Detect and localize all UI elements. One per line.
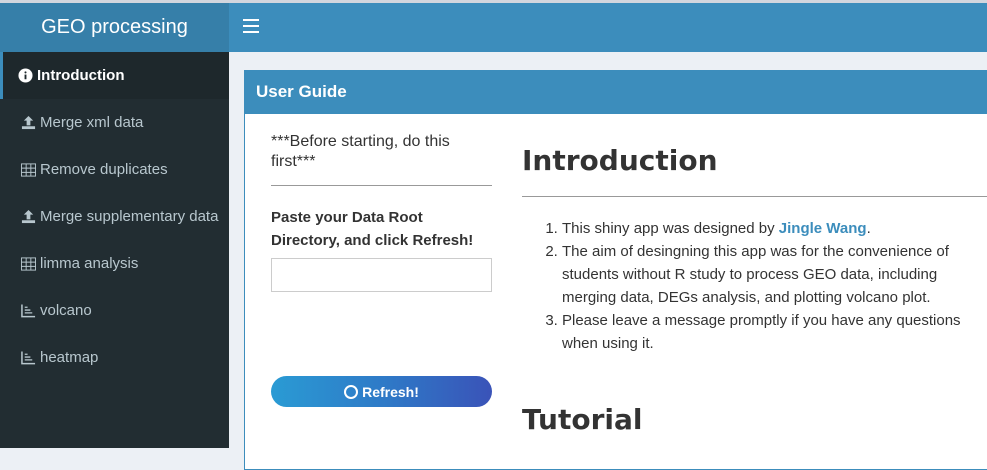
top-navbar [229,3,987,52]
sidebar-item-label: Remove duplicates [40,161,168,178]
sidebar-item-volcano[interactable] [0,287,229,334]
table-icon [20,162,36,178]
line-chart-icon [20,303,36,319]
list-item: 3. Please leave a message promptly if you have any questions when using it. [562,309,962,355]
data-root-directory-input[interactable] [271,258,492,292]
table-icon [20,256,36,272]
sidebar-item-label: Merge xml data [40,114,144,131]
divider [271,185,492,186]
sidebar-item-label: volcano [40,302,92,319]
sidebar-item-merge-xml-data[interactable] [0,99,229,146]
sidebar-toggle-icon[interactable] [243,19,259,33]
sidebar-item-heatmap[interactable] [0,334,229,381]
line-chart-icon [20,350,36,366]
sidebar-item-introduction[interactable] [0,52,229,99]
info-circle-icon [17,68,33,84]
sidebar-item-label: limma analysis [40,255,139,272]
sidebar-item-label: Merge supplementary data [40,208,219,225]
sidebar-item-remove-duplicates[interactable] [0,146,229,193]
sidebar [0,52,229,448]
divider [522,196,987,197]
upload-icon [20,115,36,131]
data-root-directory-label: Paste your Data Root Directory, and click Refresh! [271,209,474,249]
refresh-button-label: Refresh! [362,383,419,400]
user-guide-box [244,70,987,470]
refresh-button[interactable] [271,376,492,407]
list-item: 1. This shiny app was designed by Jingle Wang. [562,217,962,240]
sidebar-item-limma-analysis[interactable] [0,240,229,287]
sidebar-item-label: Introduction [37,67,125,84]
sidebar-item-merge-supplementary-data[interactable] [0,193,229,240]
right-panel [522,144,987,436]
author-link[interactable]: Jingle Wang [778,220,867,237]
sidebar-item-label: heatmap [40,349,99,366]
introduction-heading: Introduction [522,144,718,177]
tutorial-heading: Tutorial [522,403,643,436]
introduction-list [522,217,962,355]
refresh-circle-icon [344,385,358,399]
app-logo-title[interactable]: GEO processing [0,3,229,52]
list-item: 2. The aim of desingning this app was for the convenience of students without R study to process GEO data, including merging data, DEGs analysis, and plotting volcano plot. [562,240,962,309]
before-starting-note: ***Before starting, do this first*** [271,133,450,170]
box-title: User Guide [245,70,987,114]
main-content [229,52,987,448]
upload-icon [20,209,36,225]
left-panel [271,132,492,292]
